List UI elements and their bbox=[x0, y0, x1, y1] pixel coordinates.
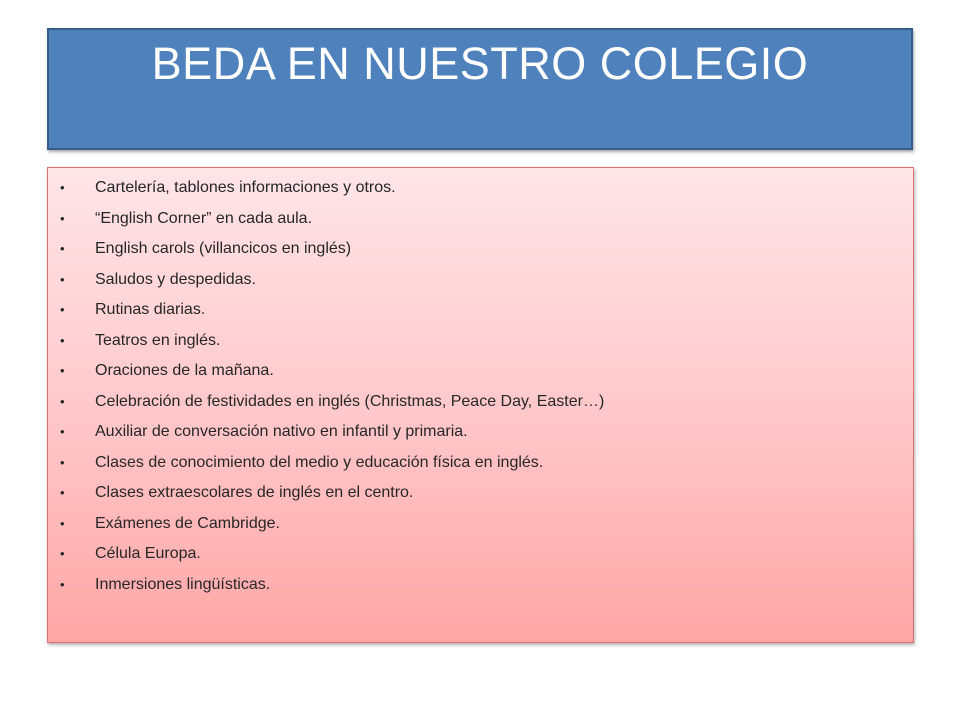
list-item-text: Cartelería, tablones informaciones y otros. bbox=[95, 179, 396, 196]
bullet-icon: • bbox=[60, 515, 65, 531]
list-item bbox=[48, 387, 913, 418]
content-box bbox=[47, 167, 914, 643]
bullet-icon: • bbox=[60, 454, 65, 470]
bullet-icon: • bbox=[60, 210, 65, 226]
list-item bbox=[48, 356, 913, 387]
bullet-list bbox=[48, 173, 913, 600]
list-item bbox=[48, 570, 913, 601]
bullet-icon: • bbox=[60, 393, 65, 409]
list-item-text: Inmersiones lingüísticas. bbox=[95, 575, 271, 593]
list-item bbox=[48, 265, 913, 296]
bullet-icon: • bbox=[60, 546, 65, 561]
bullet-icon: • bbox=[60, 302, 65, 317]
list-item bbox=[48, 539, 913, 570]
list-item-text: English carols (villancicos en inglés) bbox=[95, 240, 352, 257]
bullet-icon: • bbox=[60, 363, 65, 378]
list-item bbox=[48, 478, 913, 509]
list-item bbox=[48, 234, 913, 265]
list-item bbox=[48, 295, 913, 326]
list-item-text: Oraciones de la mañana. bbox=[95, 362, 274, 379]
list-item-text: Saludos y despedidas. bbox=[95, 270, 256, 288]
list-item bbox=[48, 509, 913, 540]
list-item-text: Clases de conocimiento del medio y educación física en inglés. bbox=[95, 453, 544, 471]
list-item-text: “English Corner” en cada aula. bbox=[95, 209, 313, 227]
bullet-icon: • bbox=[60, 180, 65, 195]
bullet-icon: • bbox=[60, 424, 65, 439]
list-item-text: Auxiliar de conversación nativo en infantil y primaria. bbox=[95, 423, 468, 440]
bullet-icon: • bbox=[60, 332, 65, 348]
slide-title: BEDA EN NUESTRO COLEGIO bbox=[151, 38, 809, 89]
list-item-text: Célula Europa. bbox=[95, 545, 201, 562]
list-item-text: Clases extraescolares de inglés en el centro. bbox=[95, 484, 414, 501]
list-item-text: Celebración de festividades en inglés (Christmas, Peace Day, Easter…) bbox=[95, 392, 605, 410]
title-box bbox=[47, 28, 913, 150]
bullet-icon: • bbox=[60, 485, 65, 500]
bullet-icon: • bbox=[60, 271, 65, 287]
list-item bbox=[48, 448, 913, 479]
bullet-icon: • bbox=[60, 576, 65, 592]
list-item-text: Teatros en inglés. bbox=[95, 331, 221, 349]
list-item-text: Exámenes de Cambridge. bbox=[95, 514, 280, 532]
bullet-icon: • bbox=[60, 241, 65, 256]
list-item-text: Rutinas diarias. bbox=[95, 301, 206, 318]
list-item bbox=[48, 204, 913, 235]
list-item bbox=[48, 173, 913, 204]
list-item bbox=[48, 326, 913, 357]
list-item bbox=[48, 417, 913, 448]
